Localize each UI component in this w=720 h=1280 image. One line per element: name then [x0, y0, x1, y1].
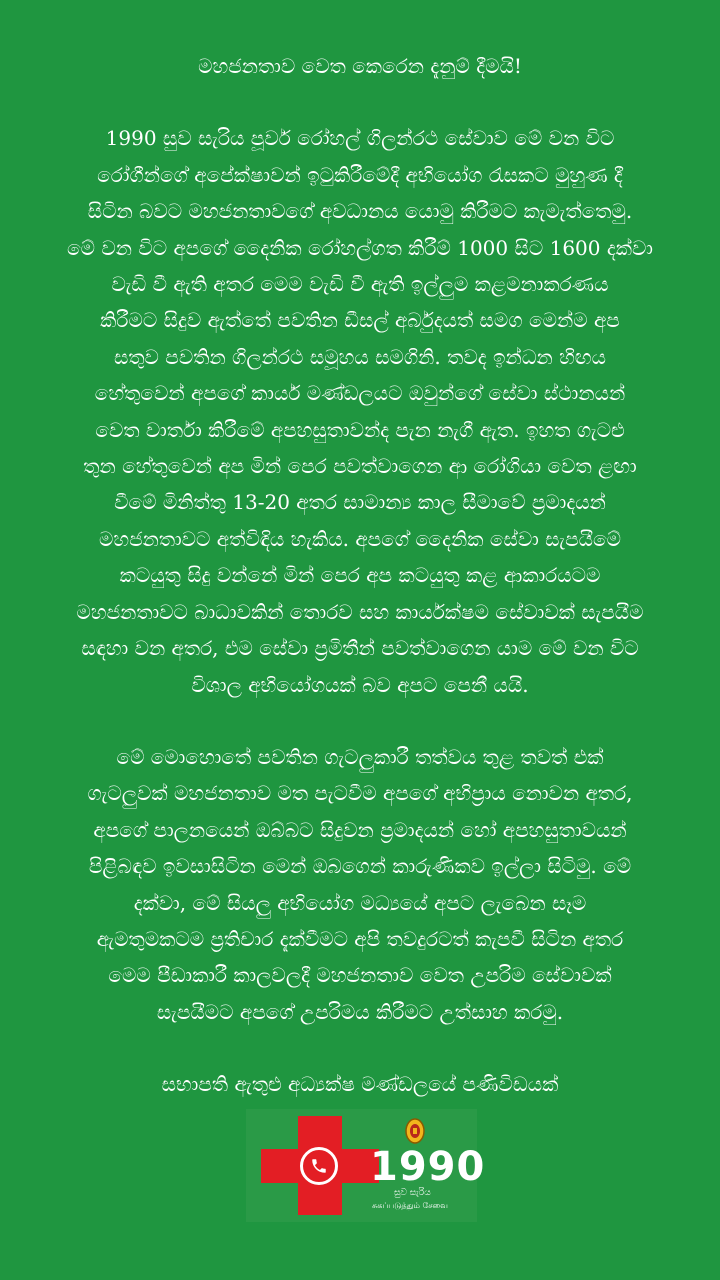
notice-line: දක්වා, මේ සියලු අභියෝග මධ්‍යයේ අපට ලැබෙන සෑම — [133, 890, 587, 915]
notice-paragraph-2 — [40, 739, 680, 1030]
notice-line: සිටින බවට මහජනතාවගේ අවධානය යොමු කිරීමට කැමැත්තෙමු. — [87, 199, 633, 224]
state-emblem-icon — [404, 1117, 426, 1145]
notice-line: මේ වන විට අපගේ දෛනික රෝහල්ගත කිරීම් 1000 සිට 1600 දක්වා — [67, 235, 653, 260]
notice-line: වීමේ මිනිත්තු 13-20 අතර සාමාන්‍ය කාල සීමාවේ ප්‍රමාදයන් — [114, 490, 606, 515]
notice-line: කටයුතු සිදු වන්නේ මින් පෙර අප කටයුතු කළ ආකාරයටම — [119, 563, 601, 588]
notice-line: විශාල අභියෝගයක් බව අපට පෙනී යයි. — [191, 672, 529, 697]
notice-line: වෙත වාර්තා කිරීමේ අපහසුතාවන්ද පැන නැගී ඇත. ඉහත ගැටළු — [95, 417, 625, 442]
notice-signature: සභාපති ඇතුළු අධ්‍යක්ෂ මණ්ඩලයේ පණිවිඩයක් — [161, 1072, 559, 1097]
notice-line: රෝගීන්ගේ අපේක්ෂාවන් ඉටුකිරීමේදී අභියෝග රැසකට මුහුණ දී — [97, 162, 623, 187]
notice-line: වැඩි වී ඇති අතර මෙම වැඩි වී ඇති ඉල්ලුම කළමනාකරණය — [111, 272, 609, 297]
notice-line: පිළිබඳව ඉවසාසිටින මෙන් ඔබගෙන් කාරුණිකව ඉල්ලා සිටිමු. මේ — [88, 854, 632, 879]
notice-paragraph-1 — [40, 120, 680, 703]
notice-body — [40, 48, 680, 1103]
logo-number: 1990 — [370, 1144, 486, 1190]
notice-line: ගැටලුවක් මහජනතාව මත පැටවීම අපගේ අභිප්‍රාය නොවන අතර, — [87, 781, 633, 806]
notice-line: සඳහා වන අතර, එම සේවා ප්‍රමිතීන් පවත්වාගෙන යාම මේ වන විට — [81, 636, 639, 661]
notice-line: අපගේ පාලනයෙන් ඔබ්බට සිදුවන ප්‍රමාදයන් හෝ අපහසුතාවයන් — [93, 817, 627, 842]
logo-subtitle-sinhala: සුව සැරිය — [394, 1188, 431, 1198]
logo-subtitle-tamil: சுகப்படுத்தும் சேவை — [372, 1201, 448, 1210]
phone-icon — [300, 1147, 338, 1185]
notice-line: මහජනතාවට බාධාවකින් තොරව සහ කාර්යක්ෂම සේවාවක් සැපයීම — [76, 599, 644, 624]
notice-line: හේතුවෙන් අපගේ කාර්ය මණ්ඩලයට ඔවුන්ගේ සේවා ස්ථානයන් — [94, 381, 626, 406]
notice-line: සතුව පවතින ගිලන්රථ සමූහය සමගිනි. තවද ඉන්ධන හිඟය — [113, 344, 607, 369]
notice-line: ඇමතුමකටම ප්‍රතිචාර දැක්වීමට අපි තවදුරටත් කැපවී සිටින අතර — [96, 926, 624, 951]
notice-headline: මහජනතාව වෙත කෙරෙන දැනුම් දීමයි! — [198, 54, 522, 78]
notice-line: මහජනතාවට අත්විඳිය හැකිය. අපගේ දෛනික සේවා සැපයීමේ — [98, 526, 622, 551]
notice-line: කිරීමට සිදුව ඇත්තේ පවතින ඩීසල් අර්බුදයත් සමග මෙන්ම අප — [100, 308, 620, 333]
notice-line: තුන හේතුවෙන් අප මින් පෙර පවත්වාගෙන ආ රෝගියා වෙත ළඟා — [83, 454, 637, 479]
suwa-seriya-logo — [246, 1109, 486, 1222]
notice-line: මෙම පීඩාකාරී කාලවලදී මහජනතාව වෙත උපරිම සේවාවක් — [108, 963, 612, 988]
notice-line: සැපයීමට අපගේ උපරිමය කිරීමට උත්සාහ කරමු. — [156, 999, 564, 1024]
notice-line: 1990 සුව සැරිය පූර්ව රෝහල් ගිලන්රථ සේවාව මේ වන විට — [105, 126, 615, 151]
notice-line: මේ මොහොතේ පවතින ගැටලුකාරී තත්වය තුළ තවත් එක් — [116, 744, 604, 769]
